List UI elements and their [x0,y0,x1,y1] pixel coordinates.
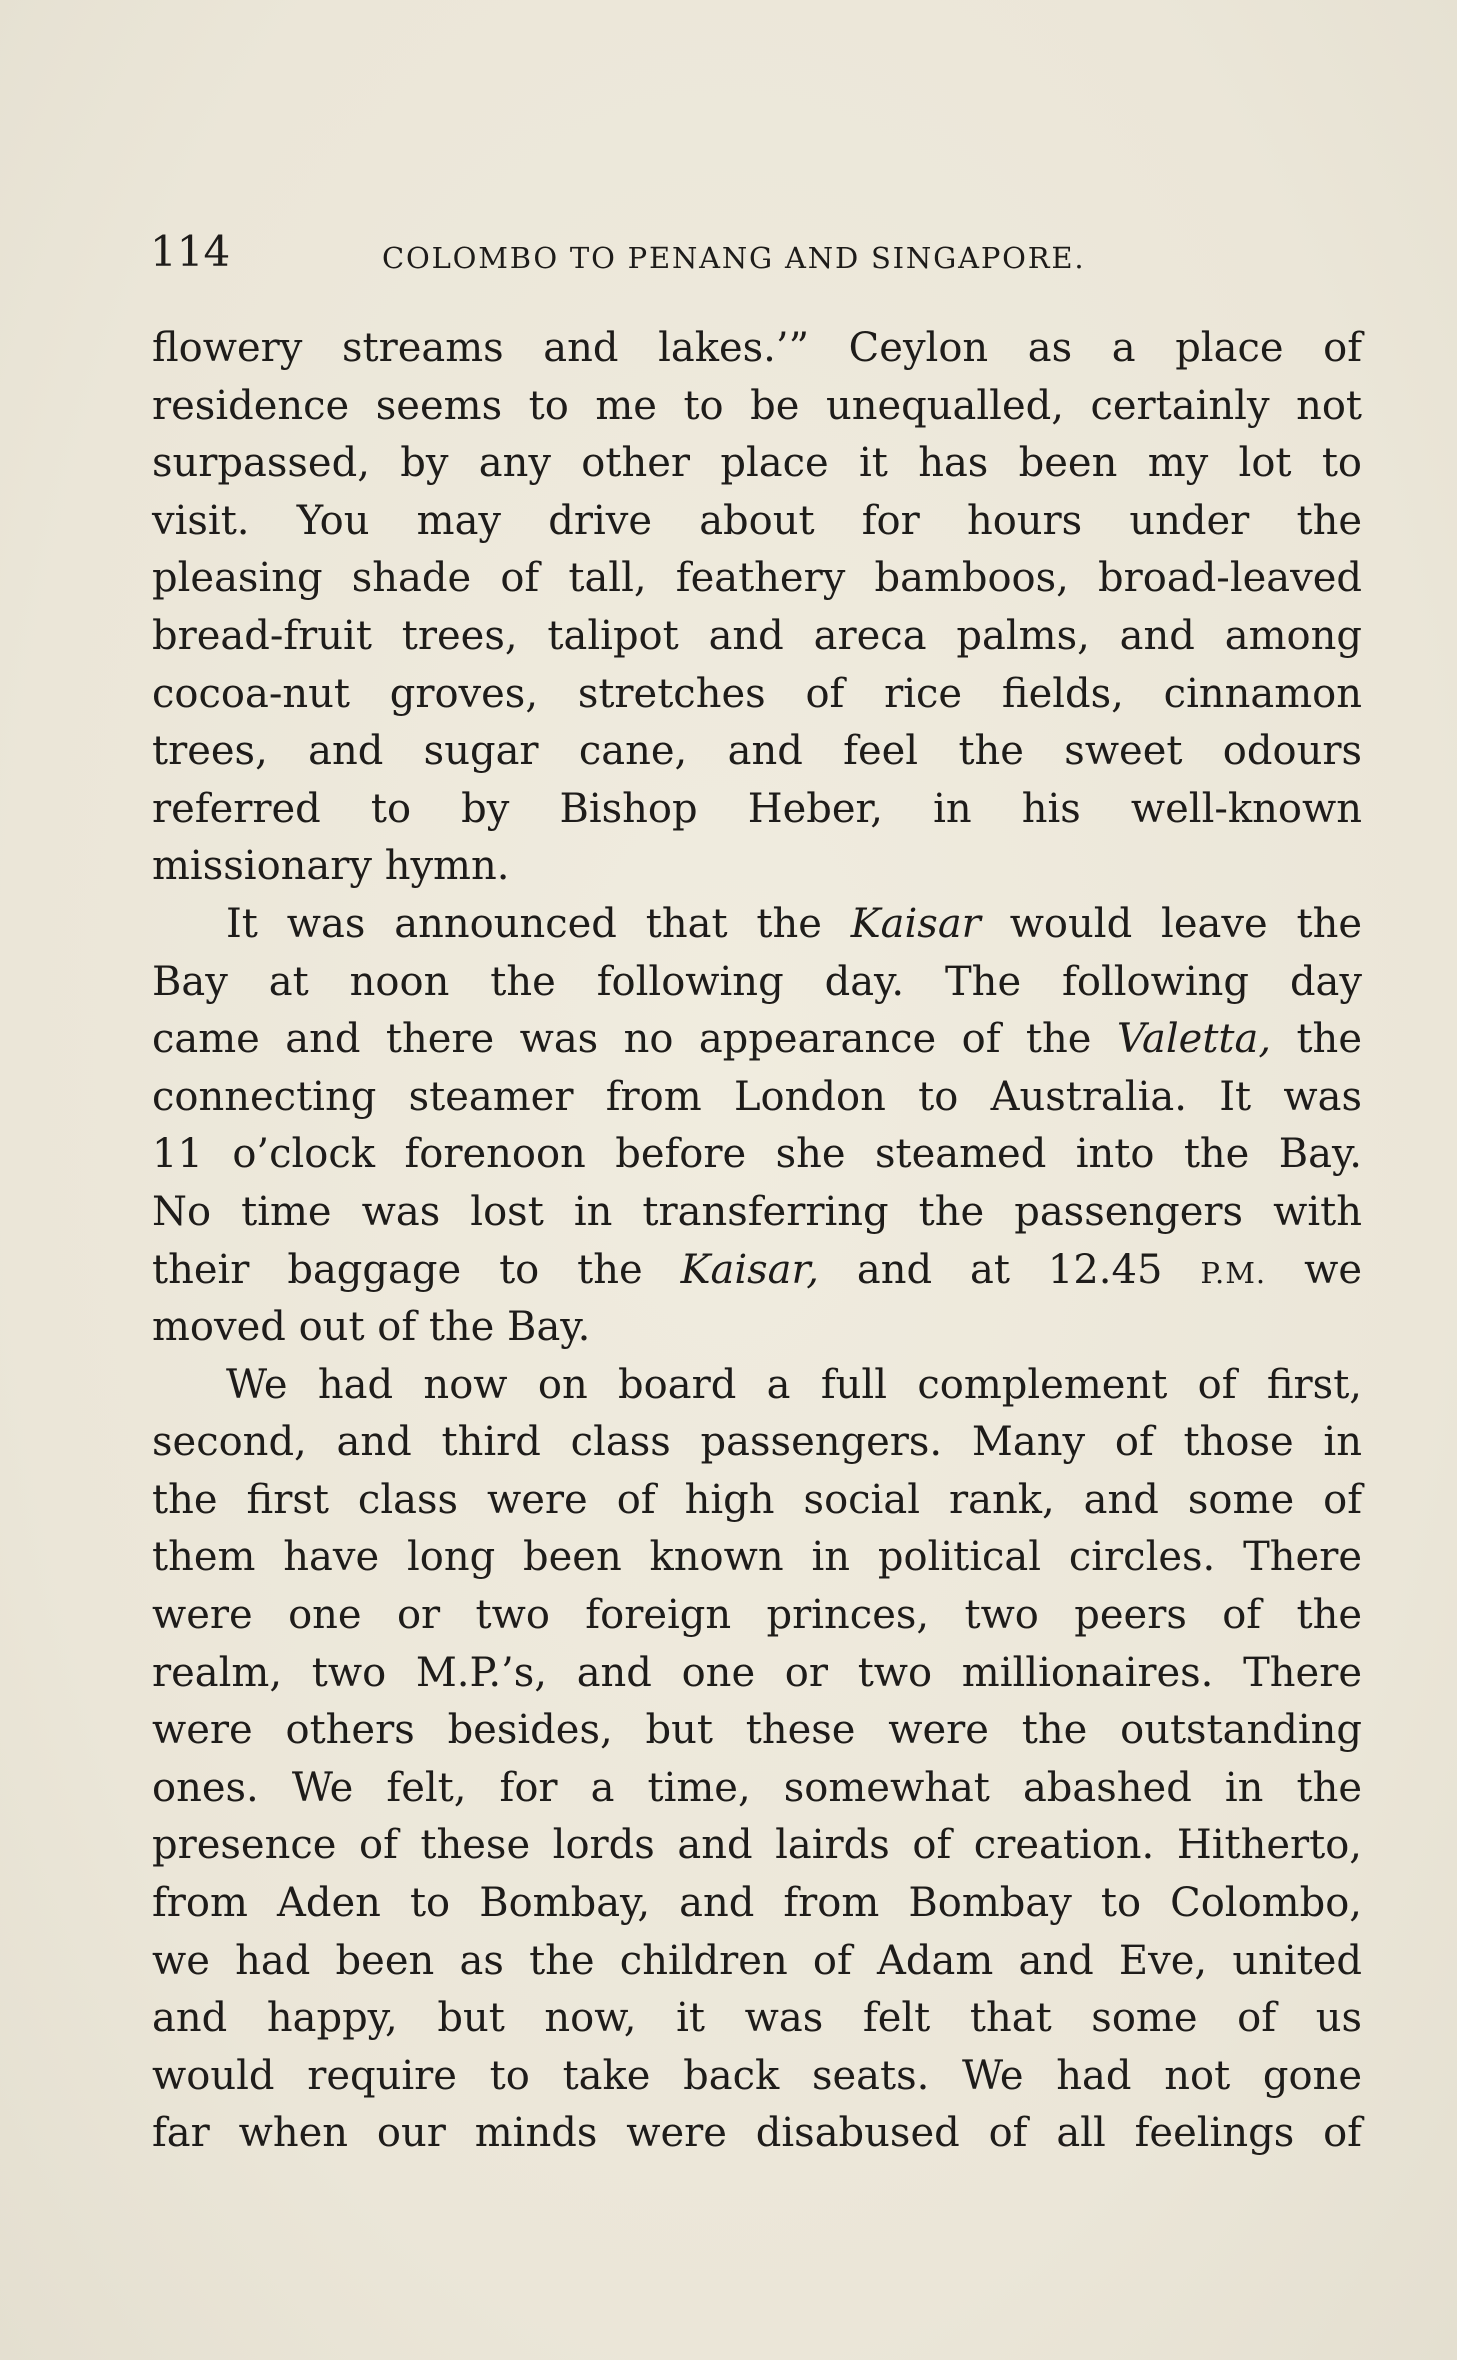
body-text [152,320,1362,2163]
text-line: the first class were of high social rank, and some of [152,1476,1362,1523]
text-line: cocoa-nut groves, stretches of rice fields, cinnamon [152,670,1362,717]
text-segment: we [1304,1246,1362,1293]
text-segment: came and there was no appearance of the [152,1016,1092,1063]
page-header [150,226,1365,286]
text-segment: and at 12.45 [856,1246,1163,1293]
text-line: far when our minds were disabused of all feelings of [152,2110,1362,2157]
text-line: referred to by Bishop Heber, in his well-known [152,785,1362,832]
text-segment: the [1296,1016,1362,1063]
text-line: 11 o’clock forenoon before she steamed into the Bay. [152,1131,1362,1178]
text-line: We had now on board a full complement of first, [226,1361,1362,1408]
text-line [152,1242,1362,1300]
running-title: COLOMBO TO PENANG AND SINGAPORE. [382,241,1086,275]
text-line: flowery streams and lakes.’” Ceylon as a place of [152,325,1362,371]
text-line: pleasing shade of tall, feathery bamboos, broad-leaved [152,555,1362,602]
text-line: were one or two foreign princes, two peers of the [152,1592,1362,1639]
text-line: would require to take back seats. We had not gone [152,2052,1362,2099]
text-line: Bay at noon the following day. The following day [152,958,1362,1005]
text-line: residence seems to me to be unequalled, certainly not [152,382,1362,429]
text-line: them have long been known in political circles. There [152,1534,1362,1581]
page-number: 114 [150,227,231,276]
text-segment: would leave the [1009,900,1362,947]
text-segment: It was announced that the [226,900,822,947]
text-segment: their baggage to the [152,1246,643,1293]
text-line: bread-fruit trees, talipot and areca palms, and among [152,612,1362,659]
text-line: surpassed, by any other place it has been my lot to [152,440,1362,487]
text-line: connecting steamer from London to Australia. It was [152,1073,1362,1120]
time-abbrev: P.M. [1200,1255,1267,1290]
text-line [152,896,1362,954]
text-line: visit. You may drive about for hours under the [152,497,1362,544]
text-line: from Aden to Bombay, and from Bombay to Colombo, [152,1880,1362,1927]
ship-name-italic: Valetta, [1116,1016,1272,1063]
text-line: we had been as the children of Adam and Eve, united [152,1937,1362,1984]
text-line: second, and third class passengers. Many of those in [152,1419,1362,1466]
text-line: realm, two M.P.’s, and one or two millionaires. There [152,1649,1362,1696]
text-line: trees, and sugar cane, and feel the sweet odours [152,728,1362,775]
text-line: and happy, but now, it was felt that some of us [152,1995,1362,2042]
text-line: No time was lost in transferring the passengers with [152,1188,1362,1235]
text-line: were others besides, but these were the outstanding [152,1707,1362,1754]
text-line: moved out of the Bay. [152,1304,591,1351]
text-line: missionary hymn. [152,843,510,890]
text-line [152,1011,1362,1069]
text-line: presence of these lords and lairds of creation. Hitherto, [152,1822,1362,1869]
text-line: ones. We felt, for a time, somewhat abashed in the [152,1764,1362,1811]
ship-name-italic: Kaisar [850,900,981,947]
ship-name-italic: Kaisar, [680,1246,819,1293]
